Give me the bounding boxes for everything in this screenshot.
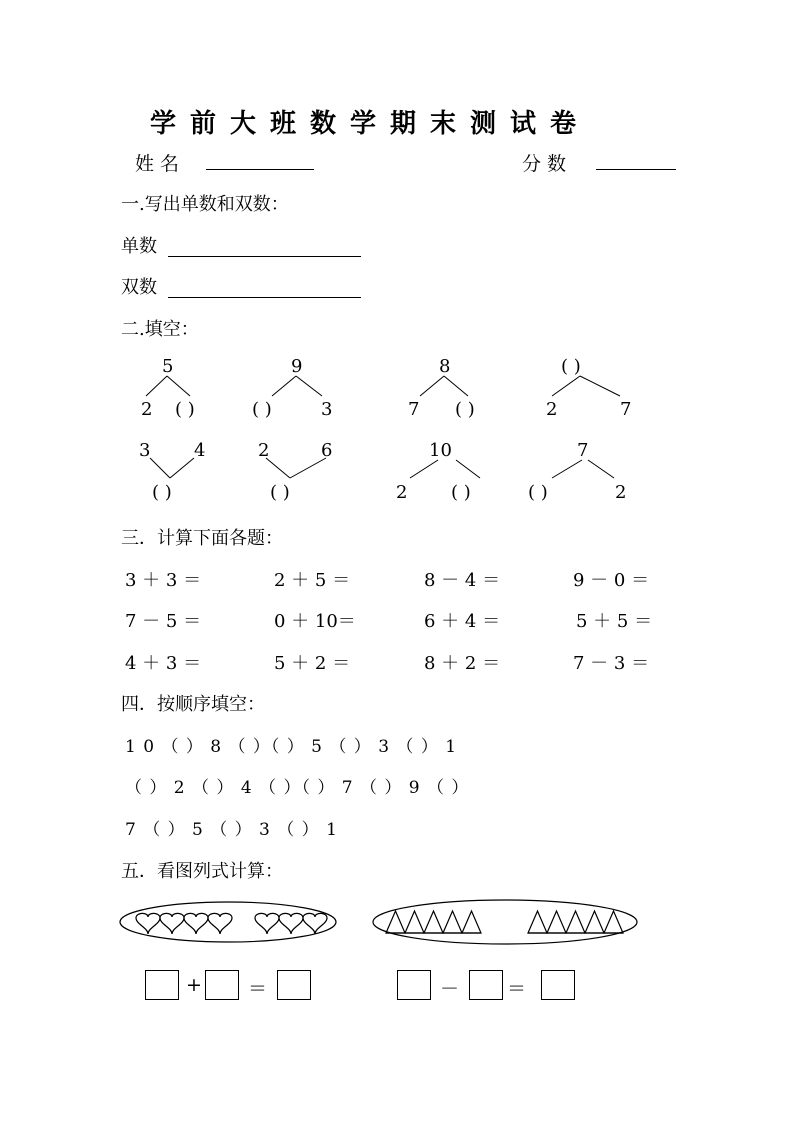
tree1-top: 5 (162, 356, 174, 377)
sequence-line-3[interactable]: 7 （ ） 5 （ ） 3 （ ） 1 (125, 820, 338, 840)
tree2-left-blank[interactable]: ( ) (252, 399, 272, 420)
tree6-bottom-blank[interactable]: ( ) (270, 482, 290, 503)
equation-2-3[interactable]: 6 ＋ 4 ＝ (424, 611, 501, 632)
equals-sign-2: ＝ (507, 978, 527, 1000)
equation-1-2[interactable]: 2 ＋ 5 ＝ (274, 570, 351, 591)
answer-box-3[interactable] (277, 970, 311, 1000)
equation-3-1[interactable]: 4 ＋ 3 ＝ (125, 653, 202, 674)
plus-sign: + (186, 974, 202, 996)
sequence-line-2[interactable]: （ ） 2 （ ） 4 （ ）（ ） 7 （ ） 9 （ ） (125, 778, 470, 798)
tree2-top: 9 (291, 356, 303, 377)
tree6-left: 2 (258, 440, 270, 461)
tree6-right: 6 (321, 440, 333, 461)
tree8-top: 7 (577, 440, 589, 461)
odd-label: 单数 (121, 236, 157, 257)
tree7-right-blank[interactable]: ( ) (451, 482, 471, 503)
equation-1-3[interactable]: 8 － 4 ＝ (424, 570, 501, 591)
answer-box-4[interactable] (397, 970, 431, 1000)
tree7-top: 10 (429, 440, 452, 461)
tree4-right: 7 (620, 399, 632, 420)
section4-heading: 四．按顺序填空： (121, 694, 265, 715)
equation-3-4[interactable]: 7 － 3 ＝ (573, 653, 650, 674)
equation-2-4[interactable]: 5 ＋ 5 ＝ (576, 611, 653, 632)
equals-sign-1: ＝ (248, 978, 268, 1000)
tree1-left: 2 (141, 399, 153, 420)
name-label: 姓 名 (135, 153, 180, 175)
tree1-right-blank[interactable]: ( ) (175, 399, 195, 420)
section1-heading: 一.写出单数和双数： (121, 194, 289, 215)
tree3-top: 8 (439, 356, 451, 377)
page-title: 学前大班数学期末测试卷 (150, 109, 591, 139)
section5-heading: 五．看图列式计算： (121, 861, 283, 882)
answer-box-5[interactable] (469, 970, 503, 1000)
tree5-left: 3 (139, 440, 151, 461)
minus-sign: － (440, 978, 460, 1000)
equation-1-4[interactable]: 9 － 0 ＝ (573, 570, 650, 591)
even-label: 双数 (121, 277, 157, 298)
equation-2-2[interactable]: 0 ＋ 10＝ (274, 611, 356, 632)
tree4-top-blank[interactable]: ( ) (561, 356, 581, 377)
tree8-right: 2 (615, 482, 627, 503)
sequence-line-1[interactable]: 1 0 （ ） 8 （ ）（ ） 5 （ ） 3 （ ） 1 (125, 737, 458, 757)
tree3-left: 7 (408, 399, 420, 420)
tree7-left: 2 (396, 482, 408, 503)
tree5-bottom-blank[interactable]: ( ) (152, 482, 172, 503)
tree8-left-blank[interactable]: ( ) (528, 482, 548, 503)
answer-box-1[interactable] (145, 970, 179, 1000)
equation-3-2[interactable]: 5 ＋ 2 ＝ (274, 653, 351, 674)
score-label: 分 数 (522, 153, 567, 175)
tree4-left: 2 (546, 399, 558, 420)
section3-heading: 三．计算下面各题： (121, 528, 283, 549)
tree5-right: 4 (194, 440, 206, 461)
answer-box-2[interactable] (205, 970, 239, 1000)
tree3-right-blank[interactable]: ( ) (455, 399, 475, 420)
answer-box-6[interactable] (541, 970, 575, 1000)
section2-heading: 二.填空： (121, 319, 199, 340)
equation-1-1[interactable]: 3 ＋ 3 ＝ (125, 570, 202, 591)
equation-3-3[interactable]: 8 ＋ 2 ＝ (424, 653, 501, 674)
equation-2-1[interactable]: 7 － 5 ＝ (125, 611, 202, 632)
tree2-right: 3 (321, 399, 333, 420)
